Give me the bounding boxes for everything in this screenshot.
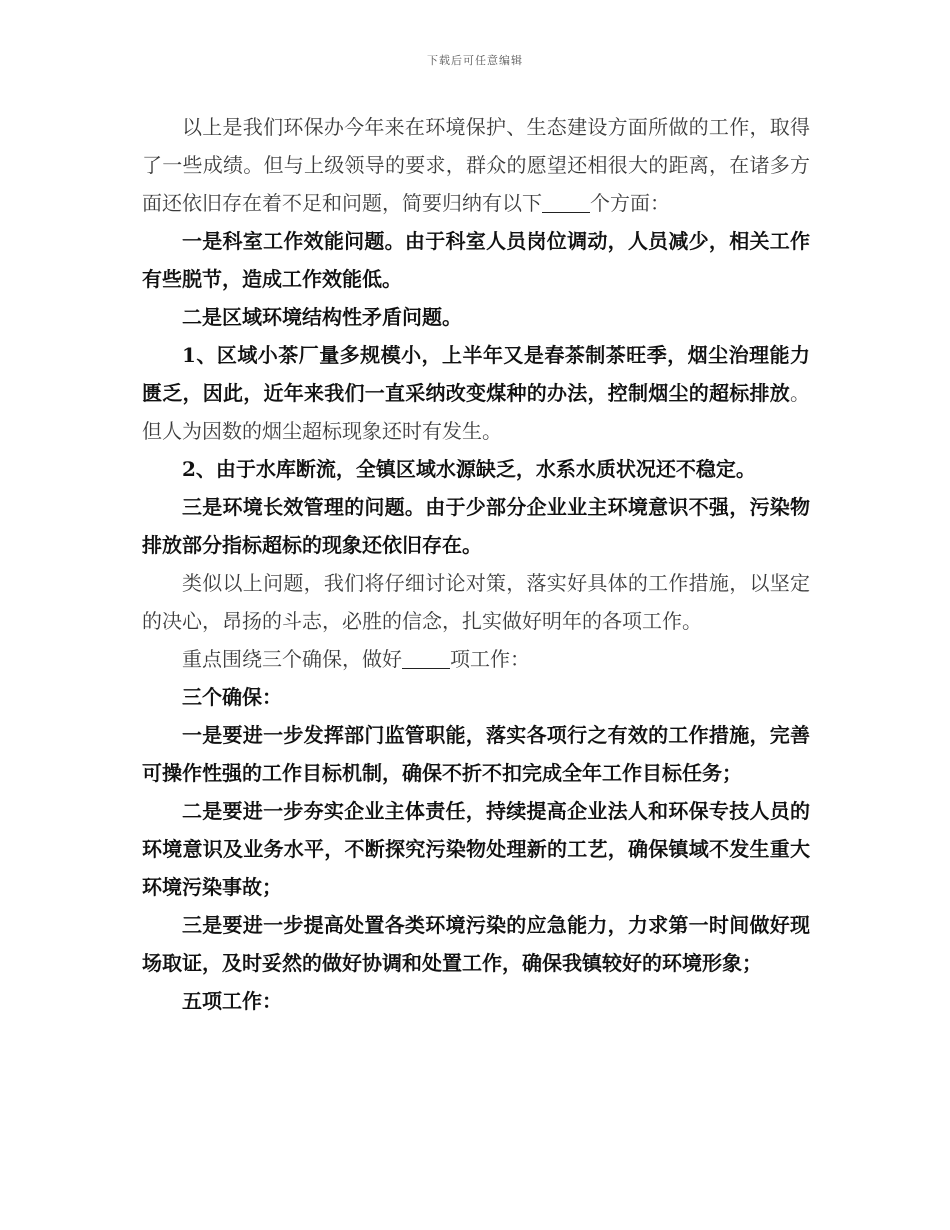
paragraph-focus	[142, 640, 810, 678]
paragraph-issue-3: 三是环境长效管理的问题。由于少部分企业业主环境意识不强，污染物排放部分指标超标的现象还依旧存在。	[142, 495, 810, 557]
section-heading-three-ensures: 三个确保：	[182, 685, 282, 709]
paragraph-issue-2-item-2: 2、由于水库断流，全镇区域水源缺乏，水系水质状况还不稳定。	[182, 457, 756, 481]
fill-blank	[542, 192, 590, 213]
section-heading-five-tasks: 五项工作：	[182, 989, 282, 1013]
paragraph-ensure-2: 二是要进一步夯实企业主体责任，持续提高企业法人和环保专技人员的环境意识及业务水平，不断探究污染物处理新的工艺，确保镇域不发生重大环境污染事故；	[142, 799, 810, 899]
page-header: 下载后可任意编辑	[427, 54, 523, 67]
paragraph-issue-2-item-1-bold: 1、区域小茶厂量多规模小，上半年又是春茶制茶旺季，烟尘治理能力匮乏，因此，近年来我们一直采纳改变煤种的办法，控制烟尘的超标排放	[142, 343, 810, 405]
paragraph-issue-2: 二是区域环境结构性矛盾问题。	[182, 305, 462, 329]
paragraph-focus-end: 项工作：	[450, 647, 530, 671]
paragraph-ensure-1: 一是要进一步发挥部门监管职能，落实各项行之有效的工作措施，完善可操作性强的工作目标机制，确保不折不扣完成全年工作目标任务；	[142, 723, 810, 785]
paragraph-ensure-3: 三是要进一步提高处置各类环境污染的应急能力，力求第一时间做好现场取证，及时妥然的做好协调和处置工作，确保我镇较好的环境形象；	[142, 913, 810, 975]
paragraph-focus-text: 重点围绕三个确保，做好	[182, 647, 402, 671]
paragraph-summary	[142, 108, 810, 222]
paragraph-summary-text: 以上是我们环保办今年来在环境保护、生态建设方面所做的工作，取得了一些成绩。但与上级领导的要求，群众的愿望还相很大的距离，在诸多方面还依旧存在着不足和问题，简要归纳有以下	[142, 115, 810, 215]
paragraph-issue-2-item-1	[142, 336, 810, 450]
paragraph-issue-1: 一是科室工作效能问题。由于科室人员岗位调动，人员减少，相关工作有些脱节，造成工作效能低。	[142, 229, 810, 291]
paragraph-summary-end: 个方面：	[590, 191, 670, 215]
paragraph-countermeasure: 类似以上问题，我们将仔细讨论对策，落实好具体的工作措施，以坚定的决心，昂扬的斗志，必胜的信念，扎实做好明年的各项工作。	[142, 571, 810, 633]
fill-blank	[402, 648, 450, 669]
paragraph-issue-2-item-1-normal: 。但人为因数的烟尘超标现象还时有发生。	[142, 381, 810, 443]
document-body	[142, 108, 810, 1020]
